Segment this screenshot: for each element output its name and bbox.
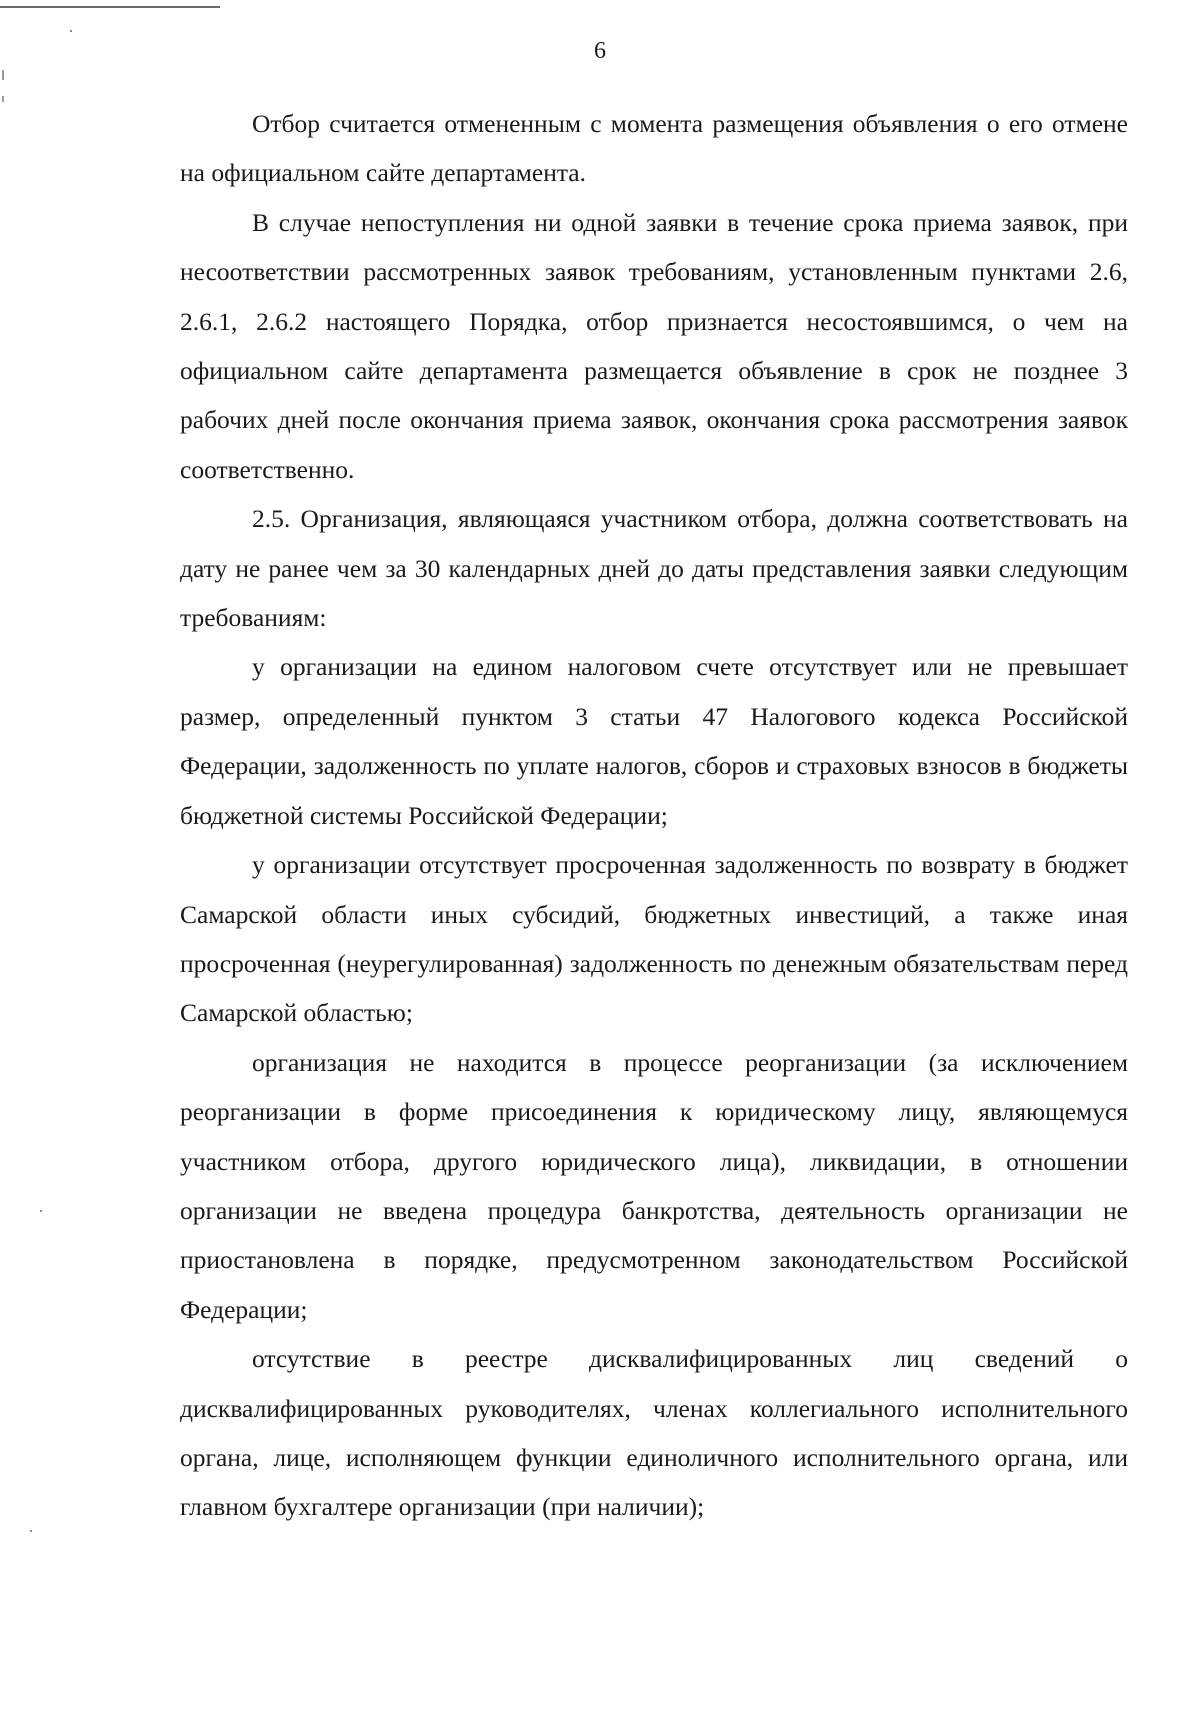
paragraph-selection-failed: В случае непоступления ни одной заявки в течение срока приема заявок, при несоответствии рассмотренных заявок требованиям, установленным пунктами 2.6, 2.6.1, 2.6.2 настоящего Порядка, отбор признается несостоявшимся, о чем на официальном сайте департамента размещается объявление в срок не позднее 3 рабочих дней после окончания приема заявок, окончания срока рассмотрения заявок соответственно.	[180, 207, 1128, 484]
scan-edge-mark	[2, 70, 4, 80]
scan-speck	[40, 1210, 42, 1212]
scan-edge-line	[0, 6, 220, 8]
paragraph-reorganization-requirement: организация не находится в процессе реорганизации (за исключением реорганизации в форме присоединения к юридическому лицу, являющемуся участником отбора, другого юридического лица), ликвидации, в отношении организации не введена процедура банкротства, деятельность организации не приостановлена в порядке, предусмотренном законодательством Российской Федерации;	[180, 1047, 1128, 1324]
scan-speck	[70, 30, 72, 32]
paragraph-overdue-debt-requirement: у организации отсутствует просроченная задолженность по возврату в бюджет Самарской области иных субсидий, бюджетных инвестиций, а также иная просроченная (неурегулированная) задолженность по денежным обязательствам перед Самарской областью;	[180, 850, 1128, 1028]
page-number: 6	[594, 38, 606, 64]
paragraph-clause-2-5: 2.5. Организация, являющаяся участником отбора, должна соответствовать на дату не ранее чем за 30 календарных дней до даты представления заявки следующим требованиям:	[180, 504, 1128, 633]
paragraph-tax-debt-requirement: у организации на едином налоговом счете отсутствует или не превышает размер, определенный пунктом 3 статьи 47 Налогового кодекса Российской Федерации, задолженность по уплате налогов, сборов и страховых взносов в бюджеты бюджетной системы Российской Федерации;	[180, 652, 1128, 830]
document-body	[180, 99, 1128, 1532]
paragraph-selection-cancelled: Отбор считается отмененным с момента размещения объявления о его отмене на официальном сайте департамента.	[180, 109, 1128, 188]
scan-edge-mark	[2, 96, 4, 102]
paragraph-disqualified-persons-requirement: отсутствие в реестре дисквалифицированных лиц сведений о дисквалифицированных руководителях, членах коллегиального исполнительного органа, лице, исполняющем функции единоличного исполнительного органа, или главном бухгалтере организации (при наличии);	[180, 1344, 1128, 1522]
scan-speck	[30, 1530, 32, 1532]
